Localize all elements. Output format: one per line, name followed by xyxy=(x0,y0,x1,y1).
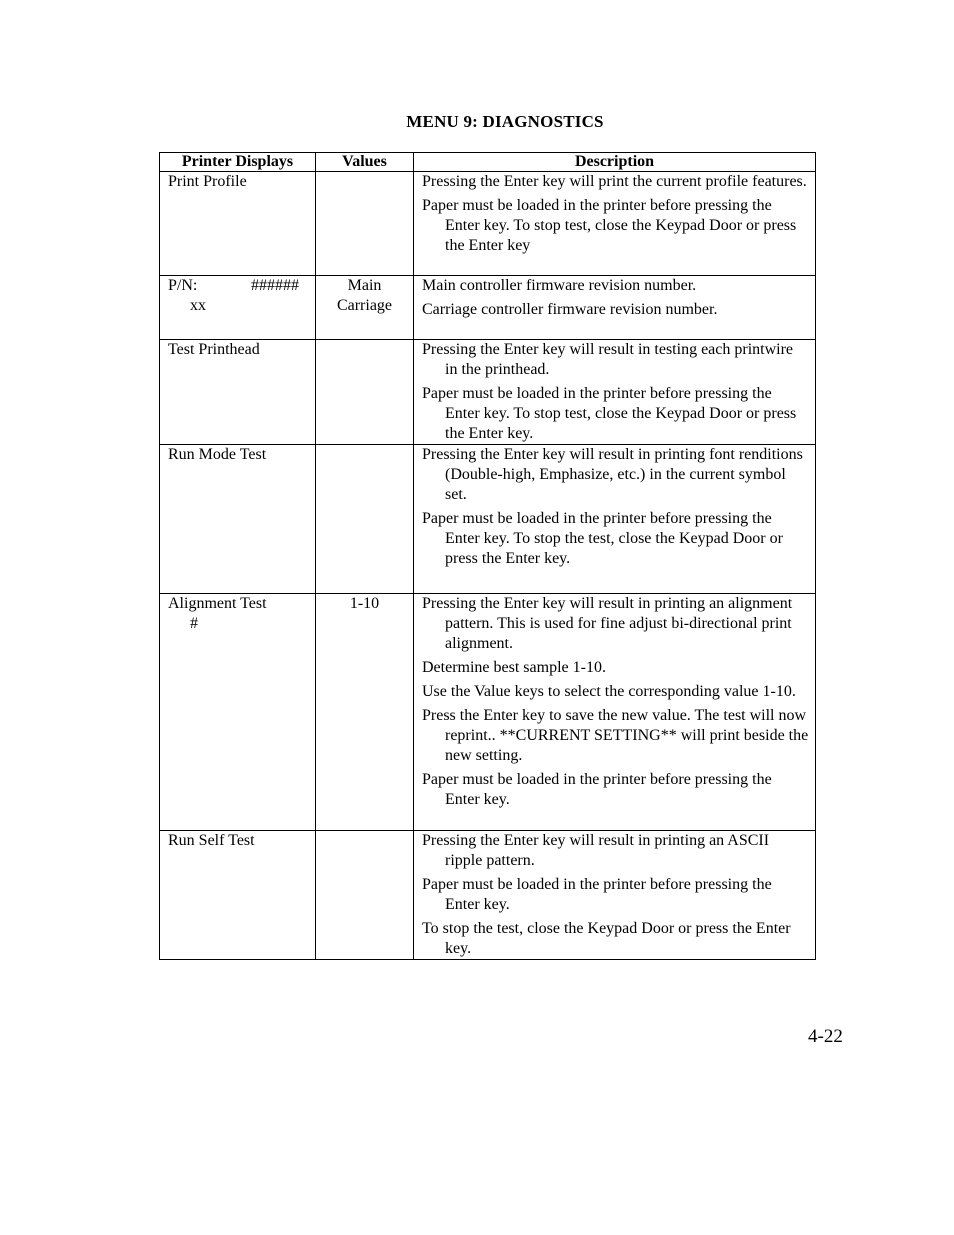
page-number: 4-22 xyxy=(808,1026,843,1047)
display-value-placeholder: # xyxy=(190,615,198,632)
description-cell xyxy=(414,831,816,960)
description-paragraph: Paper must be loaded in the printer before pressing the Enter key. xyxy=(422,876,772,913)
table-row xyxy=(160,340,816,445)
diagnostics-table xyxy=(159,152,816,960)
table-row xyxy=(160,445,816,594)
description-paragraph: Pressing the Enter key will result in printing an alignment pattern. This is used for fine adjust bi-directional print alignment. xyxy=(422,595,793,652)
description-paragraph: Paper must be loaded in the printer before pressing the Enter key. xyxy=(422,771,772,808)
display-text: Run Self Test xyxy=(168,832,255,849)
display-text: Test Printhead xyxy=(168,341,260,358)
table-row xyxy=(160,172,816,276)
value-cell xyxy=(316,172,414,276)
column-header-printer-displays: Printer Displays xyxy=(160,153,316,172)
printer-display-cell xyxy=(160,340,316,445)
display-value-placeholder: ###### xyxy=(251,277,299,294)
description-paragraph: Main controller firmware revision number. xyxy=(422,277,697,294)
display-text: Alignment Test xyxy=(168,595,267,612)
value-text: Main xyxy=(347,277,382,294)
printer-display-cell xyxy=(160,172,316,276)
display-text: xx xyxy=(190,297,206,314)
printer-display-cell xyxy=(160,594,316,831)
description-paragraph: Carriage controller firmware revision number. xyxy=(422,301,718,318)
table-row xyxy=(160,831,816,960)
description-paragraph: Determine best sample 1-10. xyxy=(422,659,606,676)
value-text: 1-10 xyxy=(349,595,380,612)
description-cell xyxy=(414,594,816,831)
description-paragraph: Paper must be loaded in the printer before pressing the Enter key. To stop test, close the Keypad Door or press the Enter key. xyxy=(422,385,797,442)
part-number-line xyxy=(168,276,311,296)
description-paragraph: Pressing the Enter key will result in testing each printwire in the printhead. xyxy=(422,341,794,378)
value-cell xyxy=(316,445,414,594)
column-header-values: Values xyxy=(316,153,414,172)
description-paragraph: To stop the test, close the Keypad Door or press the Enter key. xyxy=(422,920,791,957)
description-cell xyxy=(414,445,816,594)
printer-display-cell xyxy=(160,831,316,960)
value-text: Carriage xyxy=(336,297,393,314)
description-paragraph: Pressing the Enter key will result in printing an ASCII ripple pattern. xyxy=(422,832,770,869)
description-paragraph: Use the Value keys to select the corresponding value 1-10. xyxy=(422,683,796,700)
description-paragraph: Paper must be loaded in the printer before pressing the Enter key. To stop test, close the Keypad Door or press the Enter key xyxy=(422,197,797,254)
description-paragraph: Pressing the Enter key will result in printing font renditions (Double-high, Emphasize, etc.) in the current symbol set. xyxy=(422,446,803,503)
printer-display-cell xyxy=(160,276,316,340)
page-title: MENU 9: DIAGNOSTICS xyxy=(406,112,604,131)
display-text: P/N: xyxy=(168,277,198,294)
description-paragraph: Pressing the Enter key will print the current profile features. xyxy=(422,173,807,190)
display-text: Print Profile xyxy=(168,173,247,190)
value-cell xyxy=(316,831,414,960)
table-header-row xyxy=(160,153,816,172)
column-header-description: Description xyxy=(414,153,816,172)
description-cell xyxy=(414,340,816,445)
value-cell xyxy=(316,276,414,340)
table-row xyxy=(160,276,816,340)
description-cell xyxy=(414,276,816,340)
table-row xyxy=(160,594,816,831)
value-cell xyxy=(316,594,414,831)
display-text: Run Mode Test xyxy=(168,446,267,463)
printer-display-cell xyxy=(160,445,316,594)
description-paragraph: Paper must be loaded in the printer before pressing the Enter key. To stop the test, close the Keypad Door or press the Enter key. xyxy=(422,510,783,567)
value-cell xyxy=(316,340,414,445)
description-paragraph: Press the Enter key to save the new value. The test will now reprint.. **CURRENT SETTING** will print beside the new setting. xyxy=(422,707,809,764)
description-cell xyxy=(414,172,816,276)
